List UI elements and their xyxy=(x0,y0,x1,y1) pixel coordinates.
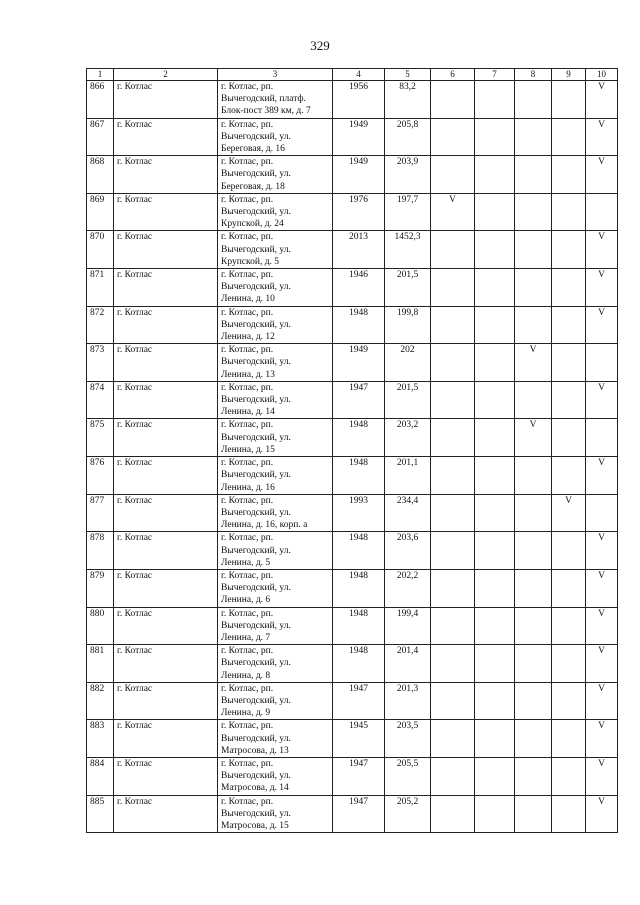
mark-cell-6 xyxy=(431,757,475,795)
mark-cell-10: V xyxy=(586,156,618,194)
table-row xyxy=(87,118,618,156)
city-cell: г. Котлас xyxy=(114,532,218,570)
mark-cell-8 xyxy=(515,231,552,269)
address-cell: г. Котлас, рп. Вычегодский, ул. Ленина, д. 7 xyxy=(218,607,333,645)
mark-cell-6 xyxy=(431,682,475,720)
mark-cell-8: V xyxy=(515,344,552,382)
row-number: 881 xyxy=(87,645,114,683)
table-row xyxy=(87,231,618,269)
year-cell: 2013 xyxy=(333,231,385,269)
mark-cell-8: V xyxy=(515,419,552,457)
table-row xyxy=(87,306,618,344)
mark-cell-6 xyxy=(431,720,475,758)
city-cell: г. Котлас xyxy=(114,757,218,795)
mark-cell-7 xyxy=(475,156,515,194)
address-cell: г. Котлас, рп. Вычегодский, ул. Матросова, д. 15 xyxy=(218,795,333,833)
city-cell: г. Котлас xyxy=(114,306,218,344)
mark-cell-6 xyxy=(431,457,475,495)
mark-cell-9 xyxy=(552,231,586,269)
mark-cell-10: V xyxy=(586,682,618,720)
table-row xyxy=(87,457,618,495)
area-cell: 205,8 xyxy=(385,118,431,156)
mark-cell-10: V xyxy=(586,795,618,833)
year-cell: 1948 xyxy=(333,457,385,495)
table-row xyxy=(87,645,618,683)
year-cell: 1948 xyxy=(333,569,385,607)
area-cell: 201,5 xyxy=(385,269,431,307)
mark-cell-9 xyxy=(552,193,586,231)
mark-cell-10: V xyxy=(586,532,618,570)
mark-cell-10: V xyxy=(586,645,618,683)
mark-cell-9 xyxy=(552,457,586,495)
mark-cell-9: V xyxy=(552,494,586,532)
area-cell: 205,5 xyxy=(385,757,431,795)
table-row xyxy=(87,607,618,645)
row-number: 885 xyxy=(87,795,114,833)
mark-cell-9 xyxy=(552,645,586,683)
mark-cell-9 xyxy=(552,569,586,607)
city-cell: г. Котлас xyxy=(114,569,218,607)
mark-cell-6 xyxy=(431,81,475,119)
mark-cell-6 xyxy=(431,306,475,344)
mark-cell-10: V xyxy=(586,757,618,795)
column-header: 6 xyxy=(431,69,475,81)
mark-cell-9 xyxy=(552,306,586,344)
mark-cell-10 xyxy=(586,494,618,532)
mark-cell-7 xyxy=(475,757,515,795)
year-cell: 1949 xyxy=(333,344,385,382)
year-cell: 1948 xyxy=(333,645,385,683)
year-cell: 1976 xyxy=(333,193,385,231)
table-row xyxy=(87,381,618,419)
table-row xyxy=(87,193,618,231)
table-body xyxy=(87,81,618,833)
city-cell: г. Котлас xyxy=(114,381,218,419)
mark-cell-6 xyxy=(431,795,475,833)
city-cell: г. Котлас xyxy=(114,269,218,307)
year-cell: 1947 xyxy=(333,381,385,419)
year-cell: 1947 xyxy=(333,795,385,833)
row-number: 867 xyxy=(87,118,114,156)
mark-cell-10: V xyxy=(586,569,618,607)
row-number: 868 xyxy=(87,156,114,194)
mark-cell-7 xyxy=(475,269,515,307)
mark-cell-10: V xyxy=(586,231,618,269)
row-number: 875 xyxy=(87,419,114,457)
area-cell: 202,2 xyxy=(385,569,431,607)
area-cell: 201,3 xyxy=(385,682,431,720)
header-row xyxy=(87,69,618,81)
mark-cell-9 xyxy=(552,795,586,833)
mark-cell-7 xyxy=(475,532,515,570)
mark-cell-8 xyxy=(515,381,552,419)
mark-cell-9 xyxy=(552,607,586,645)
city-cell: г. Котлас xyxy=(114,494,218,532)
address-cell: г. Котлас, рп. Вычегодский, ул. Матросова, д. 14 xyxy=(218,757,333,795)
mark-cell-7 xyxy=(475,494,515,532)
mark-cell-9 xyxy=(552,532,586,570)
mark-cell-6 xyxy=(431,607,475,645)
row-number: 866 xyxy=(87,81,114,119)
mark-cell-9 xyxy=(552,757,586,795)
row-number: 876 xyxy=(87,457,114,495)
mark-cell-7 xyxy=(475,682,515,720)
year-cell: 1949 xyxy=(333,156,385,194)
table-row xyxy=(87,795,618,833)
area-cell: 1452,3 xyxy=(385,231,431,269)
row-number: 880 xyxy=(87,607,114,645)
mark-cell-8 xyxy=(515,795,552,833)
mark-cell-8 xyxy=(515,720,552,758)
city-cell: г. Котлас xyxy=(114,231,218,269)
city-cell: г. Котлас xyxy=(114,118,218,156)
area-cell: 203,6 xyxy=(385,532,431,570)
mark-cell-7 xyxy=(475,231,515,269)
mark-cell-10 xyxy=(586,193,618,231)
area-cell: 199,8 xyxy=(385,306,431,344)
year-cell: 1948 xyxy=(333,306,385,344)
mark-cell-7 xyxy=(475,457,515,495)
address-cell: г. Котлас, рп. Вычегодский, ул. Береговая, д. 18 xyxy=(218,156,333,194)
mark-cell-8 xyxy=(515,193,552,231)
mark-cell-10 xyxy=(586,344,618,382)
mark-cell-8 xyxy=(515,457,552,495)
mark-cell-9 xyxy=(552,682,586,720)
row-number: 879 xyxy=(87,569,114,607)
row-number: 869 xyxy=(87,193,114,231)
address-cell: г. Котлас, рп. Вычегодский, ул. Ленина, д. 14 xyxy=(218,381,333,419)
column-header: 1 xyxy=(87,69,114,81)
mark-cell-10: V xyxy=(586,607,618,645)
year-cell: 1956 xyxy=(333,81,385,119)
city-cell: г. Котлас xyxy=(114,795,218,833)
mark-cell-6 xyxy=(431,569,475,607)
area-cell: 201,4 xyxy=(385,645,431,683)
mark-cell-8 xyxy=(515,494,552,532)
mark-cell-9 xyxy=(552,269,586,307)
mark-cell-9 xyxy=(552,118,586,156)
mark-cell-7 xyxy=(475,720,515,758)
year-cell: 1993 xyxy=(333,494,385,532)
row-number: 882 xyxy=(87,682,114,720)
address-cell: г. Котлас, рп. Вычегодский, ул. Ленина, д. 5 xyxy=(218,532,333,570)
mark-cell-6: V xyxy=(431,193,475,231)
city-cell: г. Котлас xyxy=(114,81,218,119)
mark-cell-6 xyxy=(431,532,475,570)
address-cell: г. Котлас, рп. Вычегодский, ул. Матросова, д. 13 xyxy=(218,720,333,758)
mark-cell-7 xyxy=(475,193,515,231)
address-cell: г. Котлас, рп. Вычегодский, платф. Блок-пост 389 км, д. 7 xyxy=(218,81,333,119)
mark-cell-10: V xyxy=(586,269,618,307)
mark-cell-8 xyxy=(515,306,552,344)
page-number: 329 xyxy=(310,38,330,53)
address-cell: г. Котлас, рп. Вычегодский, ул. Ленина, д. 13 xyxy=(218,344,333,382)
table-row xyxy=(87,344,618,382)
city-cell: г. Котлас xyxy=(114,419,218,457)
year-cell: 1948 xyxy=(333,532,385,570)
address-cell: г. Котлас, рп. Вычегодский, ул. Ленина, д. 9 xyxy=(218,682,333,720)
mark-cell-8 xyxy=(515,682,552,720)
area-cell: 234,4 xyxy=(385,494,431,532)
mark-cell-8 xyxy=(515,81,552,119)
mark-cell-9 xyxy=(552,381,586,419)
row-number: 883 xyxy=(87,720,114,758)
address-cell: г. Котлас, рп. Вычегодский, ул. Ленина, д. 8 xyxy=(218,645,333,683)
table-row xyxy=(87,419,618,457)
area-cell: 203,2 xyxy=(385,419,431,457)
row-number: 873 xyxy=(87,344,114,382)
mark-cell-7 xyxy=(475,344,515,382)
address-cell: г. Котлас, рп. Вычегодский, ул. Ленина, д. 15 xyxy=(218,419,333,457)
mark-cell-9 xyxy=(552,419,586,457)
address-cell: г. Котлас, рп. Вычегодский, ул. Крупской, д. 24 xyxy=(218,193,333,231)
mark-cell-6 xyxy=(431,118,475,156)
city-cell: г. Котлас xyxy=(114,344,218,382)
column-header: 5 xyxy=(385,69,431,81)
mark-cell-8 xyxy=(515,118,552,156)
column-header: 2 xyxy=(114,69,218,81)
table-row xyxy=(87,81,618,119)
address-cell: г. Котлас, рп. Вычегодский, ул. Ленина, д. 10 xyxy=(218,269,333,307)
table-row xyxy=(87,682,618,720)
table-row xyxy=(87,532,618,570)
year-cell: 1948 xyxy=(333,419,385,457)
mark-cell-6 xyxy=(431,419,475,457)
mark-cell-6 xyxy=(431,494,475,532)
city-cell: г. Котлас xyxy=(114,156,218,194)
mark-cell-6 xyxy=(431,231,475,269)
column-header: 9 xyxy=(552,69,586,81)
mark-cell-7 xyxy=(475,795,515,833)
mark-cell-8 xyxy=(515,569,552,607)
year-cell: 1946 xyxy=(333,269,385,307)
table-row xyxy=(87,494,618,532)
area-cell: 83,2 xyxy=(385,81,431,119)
area-cell: 201,1 xyxy=(385,457,431,495)
column-header: 10 xyxy=(586,69,618,81)
city-cell: г. Котлас xyxy=(114,645,218,683)
address-cell: г. Котлас, рп. Вычегодский, ул. Ленина, д. 16 xyxy=(218,457,333,495)
row-number: 877 xyxy=(87,494,114,532)
mark-cell-7 xyxy=(475,381,515,419)
column-header: 8 xyxy=(515,69,552,81)
area-cell: 199,4 xyxy=(385,607,431,645)
mark-cell-8 xyxy=(515,645,552,683)
mark-cell-9 xyxy=(552,156,586,194)
row-number: 870 xyxy=(87,231,114,269)
city-cell: г. Котлас xyxy=(114,720,218,758)
year-cell: 1945 xyxy=(333,720,385,758)
mark-cell-7 xyxy=(475,118,515,156)
mark-cell-6 xyxy=(431,344,475,382)
row-number: 872 xyxy=(87,306,114,344)
table-row xyxy=(87,569,618,607)
city-cell: г. Котлас xyxy=(114,193,218,231)
city-cell: г. Котлас xyxy=(114,457,218,495)
address-cell: г. Котлас, рп. Вычегодский, ул. Ленина, д. 16, корп. а xyxy=(218,494,333,532)
column-header: 3 xyxy=(218,69,333,81)
mark-cell-8 xyxy=(515,757,552,795)
mark-cell-9 xyxy=(552,344,586,382)
mark-cell-8 xyxy=(515,532,552,570)
table-row xyxy=(87,757,618,795)
row-number: 884 xyxy=(87,757,114,795)
mark-cell-10: V xyxy=(586,81,618,119)
year-cell: 1947 xyxy=(333,757,385,795)
row-number: 874 xyxy=(87,381,114,419)
year-cell: 1949 xyxy=(333,118,385,156)
mark-cell-10: V xyxy=(586,381,618,419)
table-row xyxy=(87,720,618,758)
mark-cell-10: V xyxy=(586,306,618,344)
area-cell: 203,9 xyxy=(385,156,431,194)
year-cell: 1948 xyxy=(333,607,385,645)
address-cell: г. Котлас, рп. Вычегодский, ул. Ленина, д. 12 xyxy=(218,306,333,344)
mark-cell-7 xyxy=(475,607,515,645)
mark-cell-8 xyxy=(515,156,552,194)
mark-cell-6 xyxy=(431,645,475,683)
area-cell: 197,7 xyxy=(385,193,431,231)
mark-cell-8 xyxy=(515,607,552,645)
area-cell: 202 xyxy=(385,344,431,382)
area-cell: 205,2 xyxy=(385,795,431,833)
table-row xyxy=(87,269,618,307)
address-cell: г. Котлас, рп. Вычегодский, ул. Ленина, д. 6 xyxy=(218,569,333,607)
column-header: 4 xyxy=(333,69,385,81)
address-cell: г. Котлас, рп. Вычегодский, ул. Береговая, д. 16 xyxy=(218,118,333,156)
area-cell: 203,5 xyxy=(385,720,431,758)
mark-cell-9 xyxy=(552,720,586,758)
mark-cell-7 xyxy=(475,645,515,683)
mark-cell-8 xyxy=(515,269,552,307)
column-header: 7 xyxy=(475,69,515,81)
city-cell: г. Котлас xyxy=(114,682,218,720)
mark-cell-6 xyxy=(431,156,475,194)
mark-cell-10: V xyxy=(586,720,618,758)
row-number: 878 xyxy=(87,532,114,570)
area-cell: 201,5 xyxy=(385,381,431,419)
mark-cell-7 xyxy=(475,81,515,119)
city-cell: г. Котлас xyxy=(114,607,218,645)
mark-cell-7 xyxy=(475,306,515,344)
mark-cell-10: V xyxy=(586,118,618,156)
mark-cell-7 xyxy=(475,569,515,607)
year-cell: 1947 xyxy=(333,682,385,720)
row-number: 871 xyxy=(87,269,114,307)
registry-table xyxy=(86,68,618,833)
mark-cell-9 xyxy=(552,81,586,119)
mark-cell-10 xyxy=(586,419,618,457)
table-row xyxy=(87,156,618,194)
mark-cell-7 xyxy=(475,419,515,457)
mark-cell-10: V xyxy=(586,457,618,495)
address-cell: г. Котлас, рп. Вычегодский, ул. Крупской, д. 5 xyxy=(218,231,333,269)
mark-cell-6 xyxy=(431,381,475,419)
mark-cell-6 xyxy=(431,269,475,307)
